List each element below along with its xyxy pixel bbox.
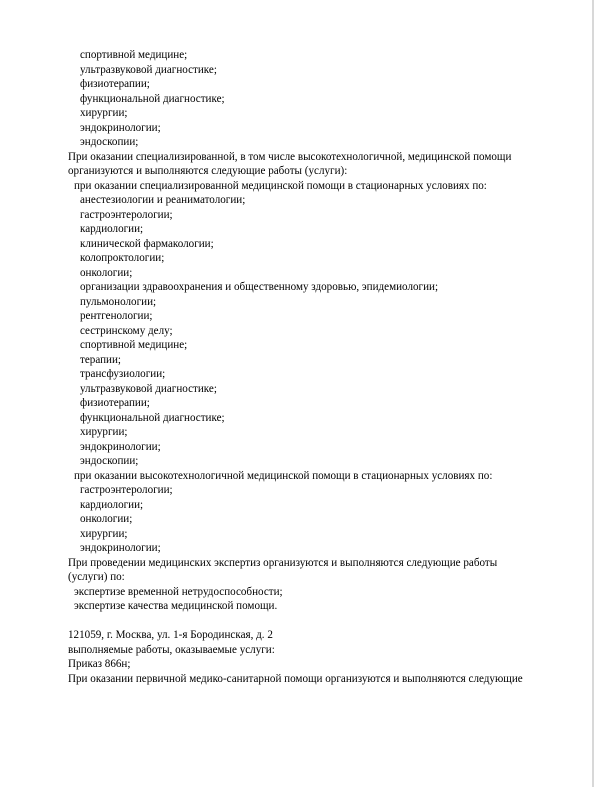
list-item: ультразвуковой диагностике; [80,63,217,76]
section-intro: При оказании первичной медико-санитарной помощи организуются и выполняются следующие [68,672,523,685]
list-item: хирургии; [80,527,128,540]
paragraph-gap [0,614,580,629]
medical-expertise-section [0,556,580,614]
list-item: эндокринологии; [80,542,161,554]
list-item: онкологии; [80,266,133,279]
list-item: функциональной диагностике; [80,92,225,105]
services-label: выполняемые работы, оказываемые услуги: [68,643,275,656]
list-item: эндокринологии; [80,121,161,134]
subsection-header: при оказании высокотехнологичной медицинской помощи в стационарных условиях по: [74,469,493,482]
list-item: спортивной медицине; [80,49,188,61]
order-line: Приказ 866н; [68,658,131,670]
list-item: кардиологии; [80,223,144,235]
address-section [0,628,580,686]
list-item: анестезиологии и реаниматологии; [80,194,246,206]
section-intro: (услуги) по: [68,571,125,583]
subsection-header: при оказании специализированной медицинской помощи в стационарных условиях по: [74,179,487,192]
list-item: функциональной диагностике; [80,411,225,424]
list-item: организации здравоохранения и общественному здоровью, эпидемиологии; [80,281,439,293]
list-item: эндоскопии; [80,136,139,148]
list-item: клинической фармакологии; [80,237,214,250]
document-body [0,48,580,686]
list-item: онкологии; [80,513,133,525]
address-line: 121059, г. Москва, ул. 1-я Бородинская, д. 2 [68,629,273,641]
list-item: сестринскому делу; [80,324,173,337]
list-item: ультразвуковой диагностике; [80,382,217,395]
list-item: гастроэнтерологии; [80,484,173,496]
list-item: трансфузиологии; [80,368,166,380]
specialized-care-section [0,150,580,556]
section-intro: При оказании специализированной, в том числе высокотехнологичной, медицинской помощи [68,150,512,163]
list-item: эндокринологии; [80,440,161,453]
list-item: кардиологии; [80,498,144,511]
list-item: физиотерапии; [80,78,150,90]
list-item: экспертизе временной нетрудоспособности; [74,585,283,598]
list-item: колопроктологии; [80,252,165,264]
list-item: терапии; [80,353,121,366]
section-intro: организуются и выполняются следующие работы (услуги): [68,165,348,177]
list-item: спортивной медицине; [80,339,188,351]
list-item: пульмонологии; [80,295,157,308]
list-item: эндоскопии; [80,455,139,467]
list-item: экспертизе качества медицинской помощи. [74,600,278,612]
list-item: физиотерапии; [80,397,150,409]
specialty-list-top [0,48,580,150]
section-intro: При проведении медицинских экспертиз организуются и выполняются следующие работы [68,556,498,569]
list-item: гастроэнтерологии; [80,208,173,221]
list-item: хирургии; [80,107,128,119]
list-item: рентгенологии; [80,310,153,322]
list-item: хирургии; [80,426,128,438]
